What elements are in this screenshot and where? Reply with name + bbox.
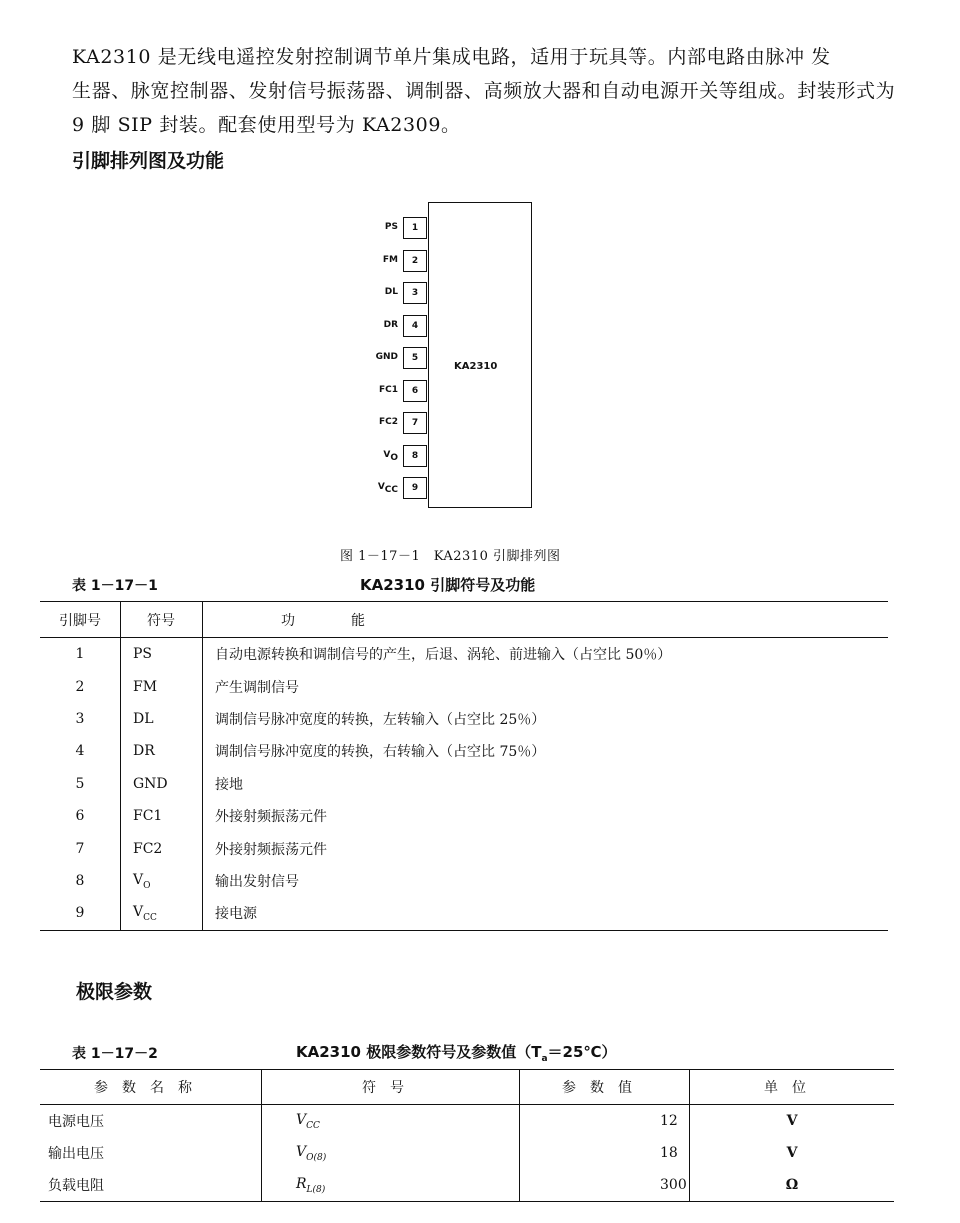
pin-number-cell: 7 <box>40 832 121 864</box>
symbol-cell <box>121 897 203 930</box>
intro-line-2: 生器、脉宽控制器、发射信号振荡器、调制器、高频放大器和自动电源开关等组成。封装形式为 <box>72 80 896 102</box>
function-cell: 外接射频振荡元件 <box>215 809 327 826</box>
pin-label-text: FM <box>382 254 398 265</box>
table-row <box>40 638 888 671</box>
symbol-subscript: CC <box>306 1120 320 1131</box>
header-symbol: 符号 <box>121 602 203 638</box>
function-cell: 输出发射信号 <box>215 873 299 890</box>
pin-label-text: V <box>383 449 391 460</box>
symbol-text: V <box>296 1143 307 1160</box>
symbol-text: V <box>133 903 144 920</box>
table2-title-main: KA2310 极限参数符号及参数值（T <box>296 1043 542 1061</box>
symbol-text: DL <box>133 710 154 727</box>
symbol-cell <box>262 1137 520 1169</box>
table-header-row <box>40 1070 894 1105</box>
pin-label <box>358 482 398 495</box>
function-cell: 产生调制信号 <box>215 679 299 696</box>
pin-label-text: DL <box>384 287 398 297</box>
value-cell: 300 <box>520 1169 690 1202</box>
table2-title <box>296 1041 617 1064</box>
header-function: 功能 <box>203 602 889 638</box>
intro-paragraph <box>72 40 902 142</box>
pin-label-text: PS <box>384 222 398 232</box>
pin-function-table <box>40 601 888 931</box>
symbol-cell <box>121 638 203 671</box>
chip-body <box>428 202 532 508</box>
pin-label-text: DR <box>383 319 398 330</box>
symbol-cell <box>262 1105 520 1138</box>
param-name-cell: 负载电阻 <box>40 1169 262 1202</box>
pin-number-cell: 9 <box>40 897 121 930</box>
chip-name: KA2310 <box>454 361 498 372</box>
figure-caption: 图 1－17－1 KA2310 引脚排列图 <box>340 549 561 564</box>
table-row <box>40 1105 894 1138</box>
symbol-text: DR <box>133 743 155 760</box>
pin-number-cell: 8 <box>40 865 121 897</box>
symbol-text: FM <box>133 678 158 695</box>
pin-label-subscript: O <box>390 452 398 463</box>
table-row <box>40 1137 894 1169</box>
table1-label: 表 1－17－1 <box>72 578 158 594</box>
symbol-cell <box>262 1169 520 1202</box>
pin-number-box: 3 <box>403 282 427 304</box>
intro-line-3: 9 脚 SIP 封装。配套使用型号为 KA2309。 <box>72 114 461 136</box>
function-cell: 接地 <box>215 776 243 793</box>
table-row <box>40 800 888 832</box>
pin-number-cell: 6 <box>40 800 121 832</box>
pin-label <box>358 417 398 427</box>
pin-label <box>358 320 398 330</box>
pin-number-cell: 4 <box>40 735 121 767</box>
intro-line-1: KA2310 是无线电遥控发射控制调节单片集成电路，适用于玩具等。内部电路由脉冲 发 <box>72 46 831 68</box>
table-row <box>40 865 888 897</box>
header-value: 参数值 <box>520 1070 690 1105</box>
limit-parameters-table <box>40 1069 894 1202</box>
pin-number-box: 4 <box>403 315 427 337</box>
pin-label <box>358 222 398 232</box>
pin-label-text: FC1 <box>378 384 398 395</box>
header-symbol: 符号 <box>262 1070 520 1105</box>
pin-number-box: 2 <box>403 250 427 272</box>
symbol-subscript: CC <box>143 912 157 923</box>
pin-number-box: 8 <box>403 445 427 467</box>
pin-label-text: FC2 <box>378 417 398 427</box>
pin-number-cell: 5 <box>40 768 121 800</box>
pin-label-text: V <box>377 482 385 492</box>
section-title-limits: 极限参数 <box>76 981 153 1003</box>
symbol-cell <box>121 832 203 864</box>
table1-title: KA2310 引脚符号及功能 <box>360 576 536 594</box>
value-cell: 18 <box>520 1137 690 1169</box>
pin-number-cell: 1 <box>40 638 121 671</box>
symbol-cell <box>121 703 203 735</box>
header-param-name: 参数名称 <box>40 1070 262 1105</box>
unit-cell: Ω <box>785 1177 799 1193</box>
header-pin: 引脚号 <box>40 602 121 638</box>
symbol-cell <box>121 735 203 767</box>
function-cell: 调制信号脉冲宽度的转换，左转输入（占空比 25％） <box>215 711 546 728</box>
pin-number-box: 7 <box>403 412 427 434</box>
symbol-subscript: O <box>143 880 151 891</box>
pin-number-cell: 2 <box>40 670 121 702</box>
table-row <box>40 768 888 800</box>
symbol-text: V <box>133 871 144 888</box>
table-header-row <box>40 602 888 638</box>
pin-number-box: 5 <box>403 347 427 369</box>
symbol-text: GND <box>133 775 168 792</box>
pin-number-box: 1 <box>403 217 427 239</box>
table-row <box>40 832 888 864</box>
symbol-subscript: O(8) <box>306 1152 327 1163</box>
table-row <box>40 897 888 930</box>
unit-cell: V <box>786 1113 798 1129</box>
function-cell: 调制信号脉冲宽度的转换，右转输入（占空比 75％） <box>215 744 546 761</box>
param-name-cell: 输出电压 <box>40 1137 262 1169</box>
pin-label <box>358 287 398 297</box>
param-name-cell: 电源电压 <box>40 1105 262 1138</box>
symbol-text: R <box>296 1175 307 1192</box>
value-cell: 12 <box>520 1105 690 1138</box>
unit-cell: V <box>786 1145 798 1161</box>
pin-number-box: 9 <box>403 477 427 499</box>
function-cell: 接电源 <box>215 906 257 923</box>
symbol-cell <box>121 865 203 897</box>
pin-number-cell: 3 <box>40 703 121 735</box>
header-unit: 单位 <box>690 1070 895 1105</box>
symbol-text: PS <box>133 646 153 663</box>
symbol-text: FC2 <box>133 840 163 857</box>
section-title-pinout: 引脚排列图及功能 <box>72 150 225 172</box>
symbol-text: V <box>296 1111 307 1128</box>
table2-title-sub: a <box>541 1054 548 1064</box>
pin-label <box>358 385 398 395</box>
symbol-text: FC1 <box>133 808 163 825</box>
pin-label-subscript: CC <box>384 484 398 495</box>
table-row <box>40 703 888 735</box>
pin-number-box: 6 <box>403 380 427 402</box>
symbol-cell <box>121 800 203 832</box>
table2-label: 表 1－17－2 <box>72 1046 158 1062</box>
table-row <box>40 735 888 767</box>
pin-label-text: GND <box>375 352 398 362</box>
table-row <box>40 1169 894 1202</box>
table2-title-tail: ＝25℃） <box>547 1043 617 1061</box>
symbol-subscript: L(8) <box>306 1184 326 1195</box>
pin-label <box>358 450 398 463</box>
symbol-cell <box>121 768 203 800</box>
pin-label <box>358 352 398 362</box>
function-cell: 自动电源转换和调制信号的产生，后退、涡轮、前进输入（占空比 50％） <box>215 647 672 664</box>
pin-label <box>358 255 398 265</box>
table-row <box>40 670 888 702</box>
symbol-cell <box>121 670 203 702</box>
function-cell: 外接射频振荡元件 <box>215 841 327 858</box>
